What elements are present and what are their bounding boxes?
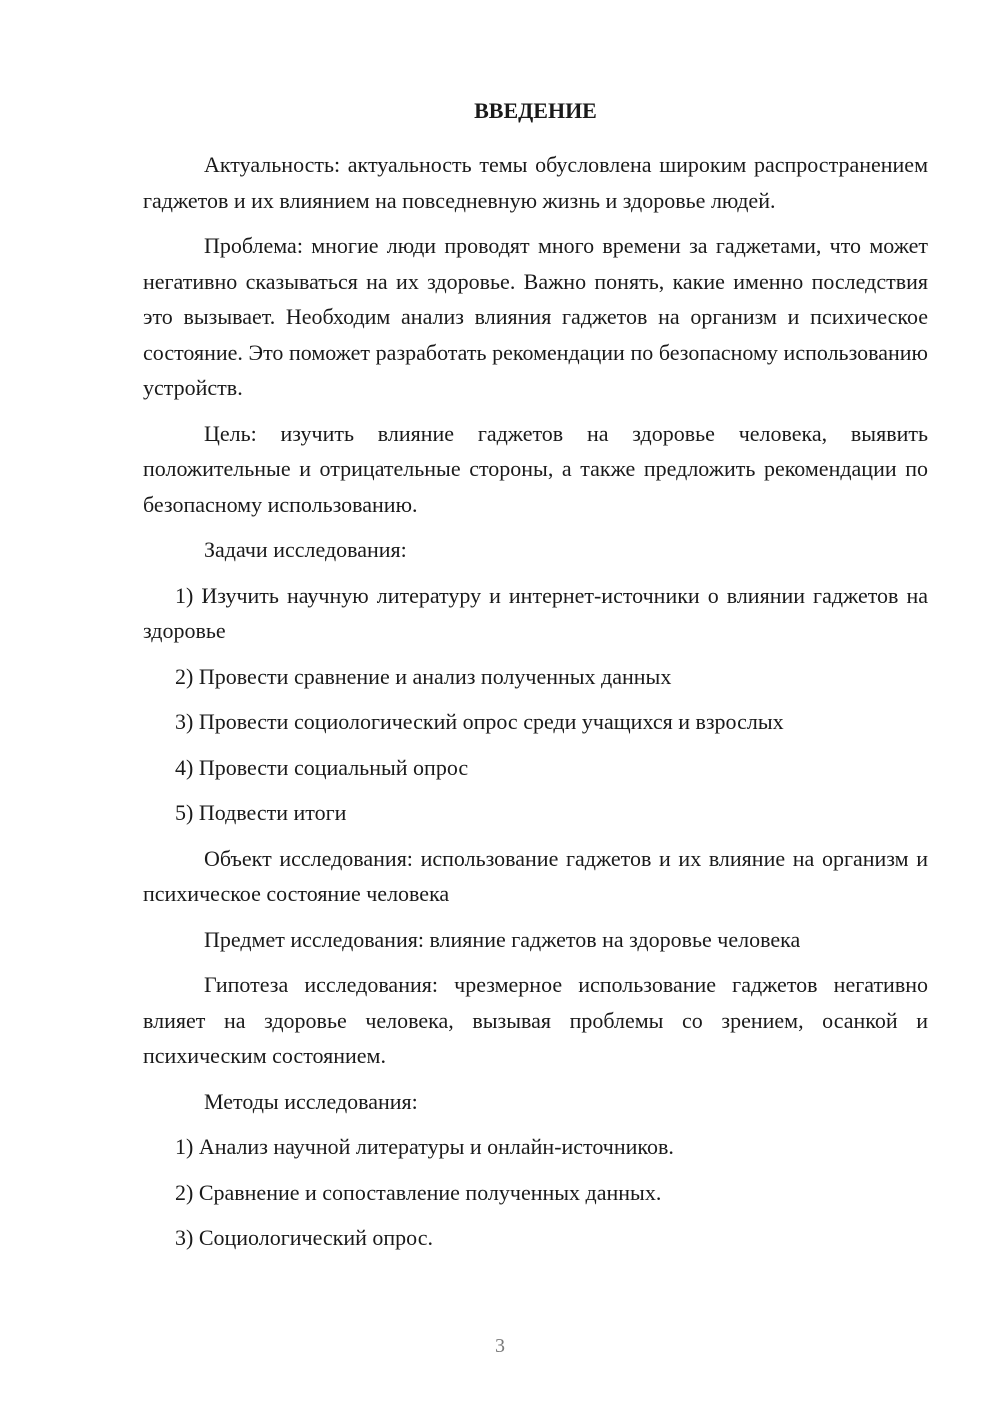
- page-title: ВВЕДЕНИЕ: [474, 98, 597, 123]
- relevance-paragraph: Актуальность: актуальность темы обусловлена широким распространением гаджетов и их влиянием на повседневную жизнь и здоровье людей.: [143, 152, 928, 213]
- goal-paragraph: Цель: изучить влияние гаджетов на здоровье человека, выявить положительные и отрицательные стороны, а также предложить рекомендации по безопасному использованию.: [143, 420, 928, 517]
- method-item: 3) Социологический опрос.: [175, 1225, 433, 1250]
- task-item: 5) Подвести итоги: [175, 800, 347, 825]
- object-paragraph: Объект исследования: использование гаджетов и их влияние на организм и психическое состояние человека: [143, 845, 928, 906]
- task-item: 4) Провести социальный опрос: [175, 754, 469, 780]
- page-number: 3: [495, 1335, 505, 1357]
- task-item: 2) Провести сравнение и анализ полученных данных: [175, 663, 672, 689]
- task-item: 1) Изучить научную литературу и интернет-источники о влиянии гаджетов на здоровье: [143, 582, 928, 643]
- hypothesis-paragraph: Гипотеза исследования: чрезмерное использование гаджетов негативно влияет на здоровье человека, вызывая проблемы со зрением, осанкой и психическим состоянием.: [143, 972, 928, 1068]
- tasks-heading: Задачи исследования:: [204, 537, 407, 562]
- problem-paragraph: Проблема: многие люди проводят много времени за гаджетами, что может негативно сказываться на их здоровье. Важно понять, какие именно последствия это вызывает. Необходим анализ влияния гаджетов на организм и психическое состояние. Это поможет разработать рекомендации по безопасному использованию устройств.: [143, 233, 928, 400]
- subject-paragraph: Предмет исследования: влияние гаджетов на здоровье человека: [204, 926, 801, 952]
- page-content: [143, 97, 928, 1266]
- method-item: 2) Сравнение и сопоставление полученных данных.: [175, 1179, 662, 1205]
- method-item: 1) Анализ научной литературы и онлайн-источников.: [175, 1134, 674, 1159]
- methods-heading: Методы исследования:: [204, 1088, 418, 1114]
- task-item: 3) Провести социологический опрос среди учащихся и взрослых: [175, 709, 784, 734]
